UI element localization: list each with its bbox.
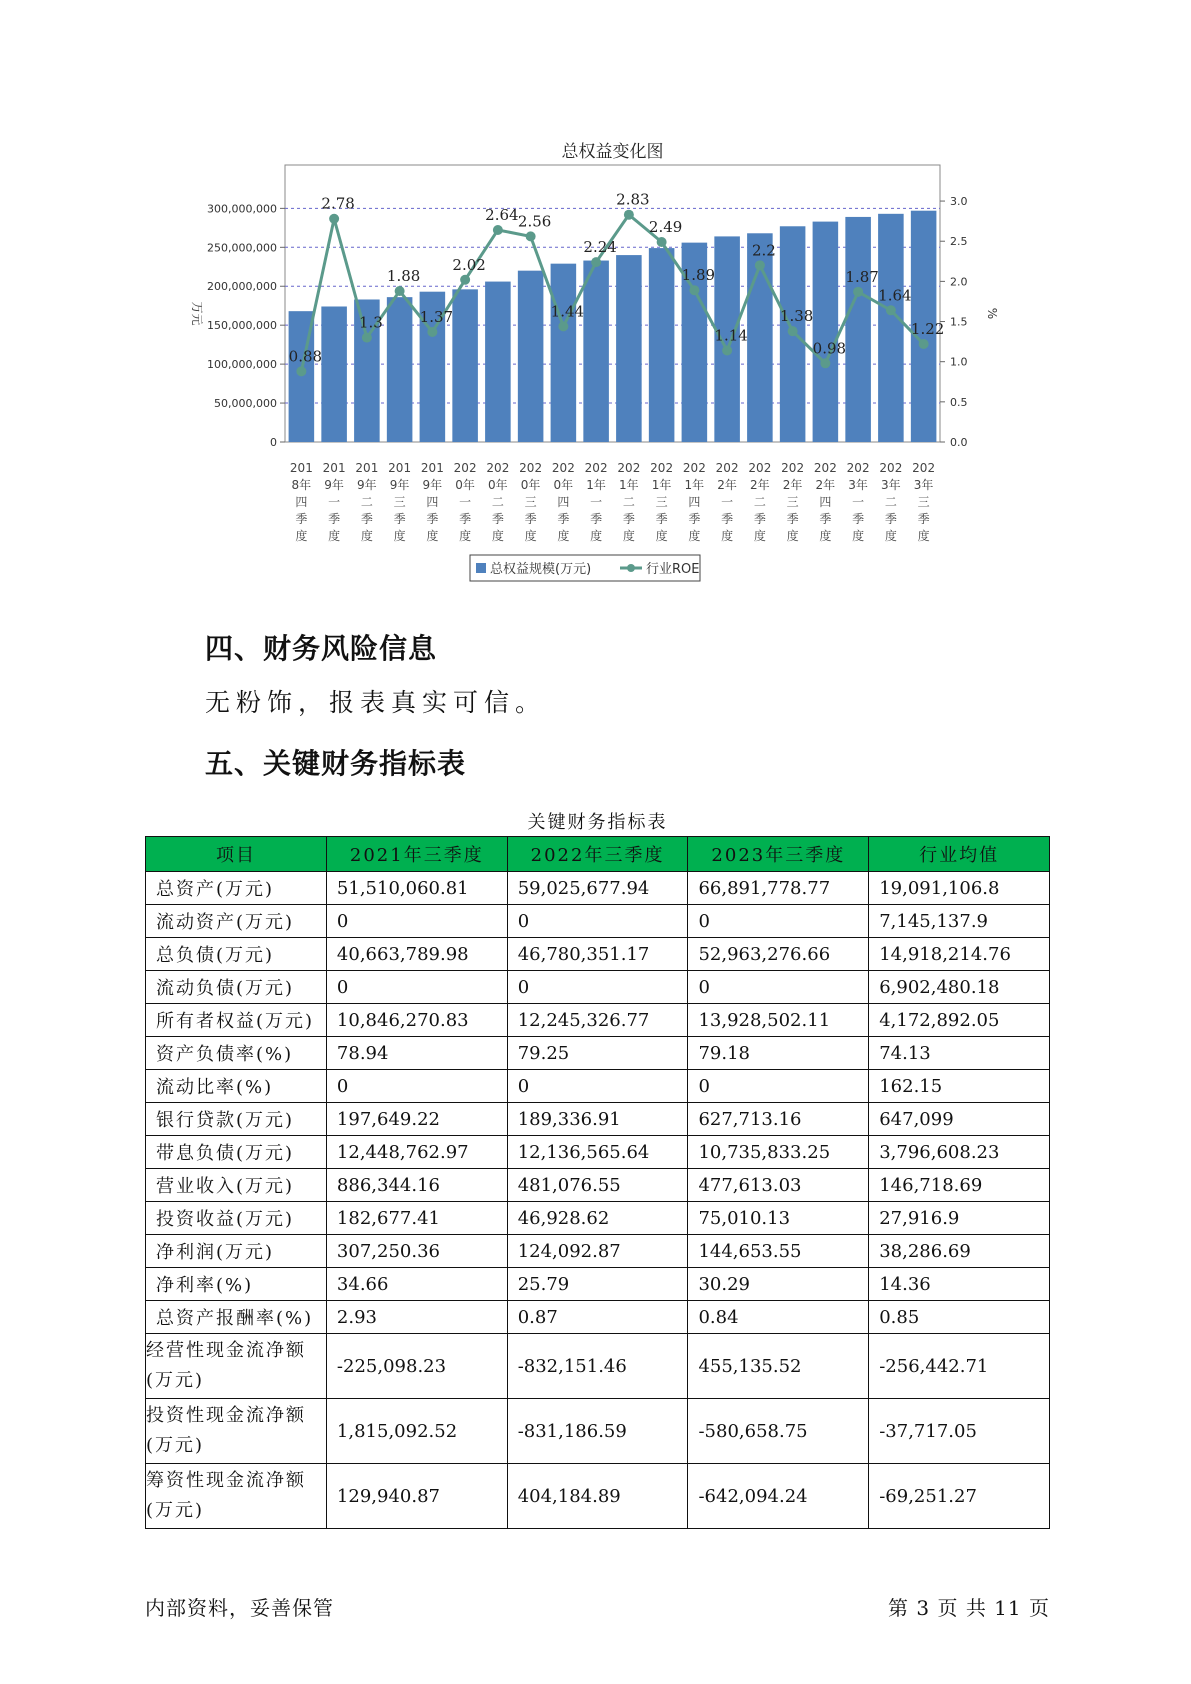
x-tick-label: 度 bbox=[360, 529, 373, 543]
roe-point bbox=[755, 260, 765, 270]
roe-point bbox=[329, 214, 339, 224]
row-label: 投资性现金流净额(万元) bbox=[146, 1399, 327, 1464]
table-row bbox=[146, 1037, 1050, 1070]
roe-point bbox=[526, 231, 536, 241]
cell: 455,135.52 bbox=[688, 1334, 869, 1399]
row-label: 投资收益(万元) bbox=[146, 1202, 327, 1235]
cell: 0.84 bbox=[688, 1301, 869, 1334]
roe-point bbox=[296, 366, 306, 376]
cell: 627,713.16 bbox=[688, 1103, 869, 1136]
cell: 477,613.03 bbox=[688, 1169, 869, 1202]
bar-equity bbox=[583, 261, 609, 442]
table-row bbox=[146, 1202, 1050, 1235]
row-label: 流动比率(%) bbox=[146, 1070, 327, 1103]
roe-point bbox=[493, 225, 503, 235]
x-tick-label: 二 bbox=[360, 495, 373, 509]
x-tick-label: 201 bbox=[355, 461, 379, 475]
x-tick-label: 二 bbox=[884, 495, 897, 509]
table-row bbox=[146, 971, 1050, 1004]
x-tick-label: 202 bbox=[650, 461, 674, 475]
roe-point bbox=[395, 286, 405, 296]
cell: 2.93 bbox=[326, 1301, 507, 1334]
cell: 10,846,270.83 bbox=[326, 1004, 507, 1037]
legend-marker-roe bbox=[627, 564, 635, 572]
table-row bbox=[146, 1464, 1050, 1529]
x-tick-label: 季 bbox=[884, 512, 897, 526]
x-tick-label: 季 bbox=[688, 512, 701, 526]
roe-point bbox=[591, 257, 601, 267]
x-tick-label: 度 bbox=[655, 529, 668, 543]
y2-tick-label: 1.0 bbox=[950, 355, 968, 369]
table-row bbox=[146, 1235, 1050, 1268]
x-tick-label: 202 bbox=[813, 461, 837, 475]
equity-chart-svg bbox=[175, 135, 999, 595]
x-tick-label: 3年 bbox=[881, 478, 901, 492]
x-tick-label: 度 bbox=[393, 529, 406, 543]
legend-swatch-equity bbox=[476, 563, 486, 573]
y-tick-label: 0 bbox=[270, 436, 277, 449]
roe-data-label: 2.56 bbox=[517, 212, 552, 231]
cell: 74.13 bbox=[869, 1037, 1050, 1070]
cell: 0.87 bbox=[507, 1301, 688, 1334]
y-tick-label: 250,000,000 bbox=[207, 241, 277, 255]
roe-data-label: 2.64 bbox=[485, 205, 519, 224]
cell: 197,649.22 bbox=[326, 1103, 507, 1136]
x-tick-label: 季 bbox=[721, 512, 734, 526]
roe-data-label: 2.2 bbox=[751, 241, 776, 260]
cell: -37,717.05 bbox=[869, 1399, 1050, 1464]
roe-data-label: 2.83 bbox=[616, 190, 650, 209]
y2-tick-label: 2.5 bbox=[950, 235, 968, 249]
cell: -642,094.24 bbox=[688, 1464, 869, 1529]
cell: 189,336.91 bbox=[507, 1103, 688, 1136]
cell: 0 bbox=[507, 905, 688, 938]
row-label: 流动资产(万元) bbox=[146, 905, 327, 938]
cell: 146,718.69 bbox=[869, 1169, 1050, 1202]
chart-title: 总权益变化图 bbox=[561, 142, 664, 162]
roe-data-label: 2.49 bbox=[648, 218, 683, 237]
cell: -69,251.27 bbox=[869, 1464, 1050, 1529]
roe-data-label: 2.24 bbox=[583, 238, 617, 257]
cell: -832,151.46 bbox=[507, 1334, 688, 1399]
roe-data-label: 2.02 bbox=[452, 255, 486, 274]
x-tick-label: 一 bbox=[852, 495, 865, 509]
cell: 12,136,565.64 bbox=[507, 1136, 688, 1169]
x-tick-label: 202 bbox=[584, 461, 608, 475]
bar-equity bbox=[551, 264, 577, 442]
footer-page-number: 第 3 页 共 11 页 bbox=[888, 1596, 1050, 1620]
cell: 7,145,137.9 bbox=[869, 905, 1050, 938]
x-tick-label: 0年 bbox=[455, 478, 475, 492]
roe-data-label: 0.98 bbox=[812, 339, 847, 358]
roe-data-label: 1.88 bbox=[386, 267, 421, 286]
cell: -225,098.23 bbox=[326, 1334, 507, 1399]
cell: -831,186.59 bbox=[507, 1399, 688, 1464]
roe-point bbox=[362, 333, 372, 343]
x-tick-label: 度 bbox=[917, 529, 930, 543]
x-tick-label: 202 bbox=[682, 461, 706, 475]
x-tick-label: 2年 bbox=[750, 478, 770, 492]
risk-heading: 四、财务风险信息 bbox=[205, 632, 438, 665]
cell: 78.94 bbox=[326, 1037, 507, 1070]
x-tick-label: 2年 bbox=[782, 478, 803, 492]
bar-equity bbox=[813, 222, 839, 442]
bar-equity bbox=[485, 282, 511, 442]
cell: 162.15 bbox=[869, 1070, 1050, 1103]
roe-point bbox=[919, 339, 929, 349]
roe-data-label: 1.87 bbox=[845, 267, 879, 286]
x-tick-label: 0年 bbox=[488, 478, 508, 492]
x-tick-label: 三 bbox=[917, 495, 930, 509]
x-tick-label: 3年 bbox=[913, 478, 934, 492]
roe-point bbox=[558, 321, 568, 331]
cell: 0 bbox=[688, 905, 869, 938]
cell: 14,918,214.76 bbox=[869, 938, 1050, 971]
cell: 12,448,762.97 bbox=[326, 1136, 507, 1169]
x-tick-label: 度 bbox=[524, 529, 537, 543]
roe-point bbox=[624, 210, 634, 220]
bar-equity bbox=[649, 248, 675, 442]
cell: 30.29 bbox=[688, 1268, 869, 1301]
x-tick-label: 季 bbox=[590, 512, 603, 526]
cell: 0 bbox=[507, 1070, 688, 1103]
cell: 59,025,677.94 bbox=[507, 872, 688, 905]
cell: 886,344.16 bbox=[326, 1169, 507, 1202]
cell: 129,940.87 bbox=[326, 1464, 507, 1529]
cell: 52,963,276.66 bbox=[688, 938, 869, 971]
x-tick-label: 季 bbox=[393, 512, 406, 526]
x-tick-label: 0年 bbox=[520, 478, 541, 492]
table-row bbox=[146, 905, 1050, 938]
x-tick-label: 季 bbox=[524, 512, 537, 526]
row-label: 银行贷款(万元) bbox=[146, 1103, 327, 1136]
cell: 124,092.87 bbox=[507, 1235, 688, 1268]
x-tick-label: 度 bbox=[852, 529, 865, 543]
x-tick-label: 度 bbox=[688, 529, 701, 543]
x-tick-label: 季 bbox=[328, 512, 341, 526]
header-item: 项目 bbox=[146, 837, 327, 872]
x-tick-label: 三 bbox=[524, 495, 537, 509]
x-tick-label: 季 bbox=[917, 512, 930, 526]
x-tick-label: 8年 bbox=[291, 478, 312, 492]
roe-data-label: 1.22 bbox=[910, 320, 945, 339]
x-tick-label: 一 bbox=[459, 495, 472, 509]
y2-tick-label: 2.0 bbox=[950, 275, 968, 289]
x-tick-label: 度 bbox=[491, 529, 504, 543]
cell: 647,099 bbox=[869, 1103, 1050, 1136]
cell: 12,245,326.77 bbox=[507, 1004, 688, 1037]
header-industry-avg: 行业均值 bbox=[869, 837, 1050, 872]
roe-data-label: 1.3 bbox=[358, 313, 383, 332]
cell: 79.25 bbox=[507, 1037, 688, 1070]
row-label: 总资产报酬率(%) bbox=[146, 1301, 327, 1334]
row-label: 净利率(%) bbox=[146, 1268, 327, 1301]
x-tick-label: 1年 bbox=[684, 478, 705, 492]
row-label: 筹资性现金流净额(万元) bbox=[146, 1464, 327, 1529]
roe-point bbox=[886, 305, 896, 315]
cell: 46,780,351.17 bbox=[507, 938, 688, 971]
table-row bbox=[146, 1004, 1050, 1037]
y2-axis-label: % bbox=[985, 307, 999, 320]
x-tick-label: 四 bbox=[426, 495, 439, 509]
cell: 0.85 bbox=[869, 1301, 1050, 1334]
cell: 79.18 bbox=[688, 1037, 869, 1070]
x-tick-label: 三 bbox=[393, 495, 406, 509]
cell: 46,928.62 bbox=[507, 1202, 688, 1235]
table-row bbox=[146, 1103, 1050, 1136]
cell: 0 bbox=[688, 971, 869, 1004]
bar-equity bbox=[616, 255, 642, 442]
x-tick-label: 度 bbox=[557, 529, 570, 543]
x-tick-label: 202 bbox=[748, 461, 772, 475]
cell: 404,184.89 bbox=[507, 1464, 688, 1529]
table-row bbox=[146, 1136, 1050, 1169]
cell: 481,076.55 bbox=[507, 1169, 688, 1202]
y-tick-label: 200,000,000 bbox=[207, 280, 277, 294]
x-tick-label: 度 bbox=[590, 529, 603, 543]
row-label: 净利润(万元) bbox=[146, 1235, 327, 1268]
row-label: 总负债(万元) bbox=[146, 938, 327, 971]
x-tick-label: 二 bbox=[491, 495, 504, 509]
x-tick-label: 202 bbox=[519, 461, 543, 475]
x-tick-label: 三 bbox=[786, 495, 799, 509]
x-tick-label: 202 bbox=[453, 461, 477, 475]
cell: 38,286.69 bbox=[869, 1235, 1050, 1268]
x-tick-label: 202 bbox=[715, 461, 739, 475]
x-tick-label: 一 bbox=[721, 495, 734, 509]
x-tick-label: 三 bbox=[655, 495, 668, 509]
bar-equity bbox=[321, 306, 347, 442]
x-tick-label: 度 bbox=[753, 529, 766, 543]
table-row bbox=[146, 1334, 1050, 1399]
table-caption: 关键财务指标表 bbox=[527, 812, 668, 833]
x-tick-label: 二 bbox=[622, 495, 635, 509]
roe-point bbox=[657, 237, 667, 247]
cell: 34.66 bbox=[326, 1268, 507, 1301]
x-tick-label: 202 bbox=[617, 461, 641, 475]
cell: 13,928,502.11 bbox=[688, 1004, 869, 1037]
cell: 40,663,789.98 bbox=[326, 938, 507, 971]
x-tick-label: 四 bbox=[688, 495, 701, 509]
x-tick-label: 1年 bbox=[586, 478, 606, 492]
x-tick-label: 度 bbox=[884, 529, 897, 543]
x-tick-label: 0年 bbox=[553, 478, 574, 492]
x-tick-label: 度 bbox=[328, 529, 341, 543]
x-tick-label: 四 bbox=[557, 495, 570, 509]
equity-chart bbox=[175, 135, 999, 595]
x-tick-label: 202 bbox=[846, 461, 870, 475]
x-tick-label: 度 bbox=[459, 529, 472, 543]
roe-point bbox=[820, 358, 830, 368]
roe-point bbox=[689, 285, 699, 295]
x-tick-label: 季 bbox=[295, 512, 308, 526]
roe-data-label: 1.38 bbox=[779, 307, 814, 326]
x-tick-label: 四 bbox=[295, 495, 308, 509]
roe-data-label: 1.64 bbox=[878, 286, 912, 305]
roe-point bbox=[427, 327, 437, 337]
x-tick-label: 季 bbox=[622, 512, 635, 526]
table-row bbox=[146, 938, 1050, 971]
legend-label-roe: 行业ROE bbox=[646, 562, 700, 577]
row-label: 所有者权益(万元) bbox=[146, 1004, 327, 1037]
cell: 0 bbox=[326, 971, 507, 1004]
x-tick-label: 四 bbox=[819, 495, 832, 509]
cell: 182,677.41 bbox=[326, 1202, 507, 1235]
x-tick-label: 季 bbox=[426, 512, 439, 526]
x-tick-label: 二 bbox=[753, 495, 766, 509]
x-tick-label: 度 bbox=[622, 529, 635, 543]
cell: 144,653.55 bbox=[688, 1235, 869, 1268]
header-2022q3: 2022年三季度 bbox=[507, 837, 688, 872]
cell: -580,658.75 bbox=[688, 1399, 869, 1464]
cell: 3,796,608.23 bbox=[869, 1136, 1050, 1169]
cell: 25.79 bbox=[507, 1268, 688, 1301]
table-row bbox=[146, 1399, 1050, 1464]
x-tick-label: 3年 bbox=[848, 478, 868, 492]
plot-frame bbox=[285, 165, 940, 442]
bar-equity bbox=[452, 289, 478, 442]
x-tick-label: 一 bbox=[590, 495, 603, 509]
x-tick-label: 202 bbox=[879, 461, 903, 475]
cell: 0 bbox=[688, 1070, 869, 1103]
y2-tick-label: 1.5 bbox=[950, 315, 968, 329]
roe-point bbox=[853, 287, 863, 297]
x-tick-label: 季 bbox=[852, 512, 865, 526]
header-2023q3: 2023年三季度 bbox=[688, 837, 869, 872]
roe-point bbox=[460, 275, 470, 285]
y-tick-label: 50,000,000 bbox=[214, 397, 277, 411]
x-tick-label: 201 bbox=[289, 461, 313, 475]
roe-data-label: 1.89 bbox=[681, 266, 716, 285]
roe-data-label: 1.14 bbox=[714, 326, 748, 345]
cell: 66,891,778.77 bbox=[688, 872, 869, 905]
x-tick-label: 202 bbox=[486, 461, 510, 475]
x-tick-label: 9年 bbox=[357, 478, 377, 492]
roe-data-label: 1.44 bbox=[550, 302, 585, 321]
y-tick-label: 150,000,000 bbox=[207, 319, 277, 333]
table-header-row bbox=[146, 837, 1050, 872]
x-tick-label: 9年 bbox=[389, 478, 410, 492]
x-tick-label: 季 bbox=[459, 512, 472, 526]
x-tick-label: 1年 bbox=[651, 478, 672, 492]
x-tick-label: 9年 bbox=[324, 478, 344, 492]
bar-equity bbox=[878, 214, 904, 442]
cell: 75,010.13 bbox=[688, 1202, 869, 1235]
cell: 0 bbox=[326, 905, 507, 938]
risk-text: 无粉饰，报表真实可信。 bbox=[205, 688, 547, 717]
legend-label-equity: 总权益规模(万元) bbox=[490, 562, 592, 577]
x-tick-label: 2年 bbox=[717, 478, 737, 492]
x-tick-label: 一 bbox=[328, 495, 341, 509]
table-row bbox=[146, 1169, 1050, 1202]
x-tick-label: 季 bbox=[491, 512, 504, 526]
y-tick-label: 100,000,000 bbox=[207, 358, 277, 372]
cell: 0 bbox=[326, 1070, 507, 1103]
table-row bbox=[146, 1301, 1050, 1334]
bar-equity bbox=[387, 297, 413, 442]
x-tick-label: 度 bbox=[786, 529, 799, 543]
roe-data-label: 0.88 bbox=[288, 347, 323, 366]
x-tick-label: 201 bbox=[388, 461, 412, 475]
y2-tick-label: 0.0 bbox=[950, 436, 968, 449]
row-label: 营业收入(万元) bbox=[146, 1169, 327, 1202]
x-tick-label: 201 bbox=[322, 461, 346, 475]
x-tick-label: 季 bbox=[819, 512, 832, 526]
table-row bbox=[146, 1070, 1050, 1103]
row-label: 资产负债率(%) bbox=[146, 1037, 327, 1070]
cell: 4,172,892.05 bbox=[869, 1004, 1050, 1037]
cell: 10,735,833.25 bbox=[688, 1136, 869, 1169]
row-label: 总资产(万元) bbox=[146, 872, 327, 905]
cell: 6,902,480.18 bbox=[869, 971, 1050, 1004]
y-tick-label: 300,000,000 bbox=[207, 202, 277, 216]
kfi-heading: 五、关键财务指标表 bbox=[205, 747, 467, 780]
y2-tick-label: 3.0 bbox=[950, 195, 968, 209]
row-label: 带息负债(万元) bbox=[146, 1136, 327, 1169]
x-tick-label: 202 bbox=[781, 461, 805, 475]
x-tick-label: 202 bbox=[912, 461, 936, 475]
footer-confidential: 内部资料，妥善保管 bbox=[145, 1596, 334, 1620]
x-tick-label: 度 bbox=[721, 529, 734, 543]
row-label: 流动负债(万元) bbox=[146, 971, 327, 1004]
x-tick-label: 202 bbox=[551, 461, 575, 475]
x-tick-label: 2年 bbox=[815, 478, 836, 492]
row-label: 经营性现金流净额(万元) bbox=[146, 1334, 327, 1399]
table-row bbox=[146, 872, 1050, 905]
x-tick-label: 9年 bbox=[422, 478, 443, 492]
y-axis-label: 万元 bbox=[190, 301, 204, 326]
cell: 27,916.9 bbox=[869, 1202, 1050, 1235]
bar-equity bbox=[845, 217, 871, 442]
x-tick-label: 201 bbox=[420, 461, 444, 475]
x-tick-label: 度 bbox=[819, 529, 832, 543]
x-tick-label: 度 bbox=[295, 529, 308, 543]
cell: 51,510,060.81 bbox=[326, 872, 507, 905]
cell: -256,442.71 bbox=[869, 1334, 1050, 1399]
roe-point bbox=[788, 326, 798, 336]
cell: 1,815,092.52 bbox=[326, 1399, 507, 1464]
x-tick-label: 季 bbox=[753, 512, 766, 526]
cell: 19,091,106.8 bbox=[869, 872, 1050, 905]
bar-equity bbox=[518, 271, 544, 442]
roe-data-label: 2.78 bbox=[321, 194, 355, 213]
x-tick-label: 1年 bbox=[619, 478, 639, 492]
roe-data-label: 1.37 bbox=[419, 307, 454, 326]
x-tick-label: 季 bbox=[786, 512, 799, 526]
x-tick-label: 季 bbox=[655, 512, 668, 526]
roe-point bbox=[722, 345, 732, 355]
table-row bbox=[146, 1268, 1050, 1301]
x-tick-label: 季 bbox=[360, 512, 373, 526]
header-2021q3: 2021年三季度 bbox=[326, 837, 507, 872]
cell: 307,250.36 bbox=[326, 1235, 507, 1268]
x-tick-label: 度 bbox=[426, 529, 439, 543]
y2-tick-label: 0.5 bbox=[950, 395, 968, 409]
x-tick-label: 季 bbox=[557, 512, 570, 526]
cell: 14.36 bbox=[869, 1268, 1050, 1301]
cell: 0 bbox=[507, 971, 688, 1004]
key-financial-table bbox=[145, 836, 1050, 1529]
